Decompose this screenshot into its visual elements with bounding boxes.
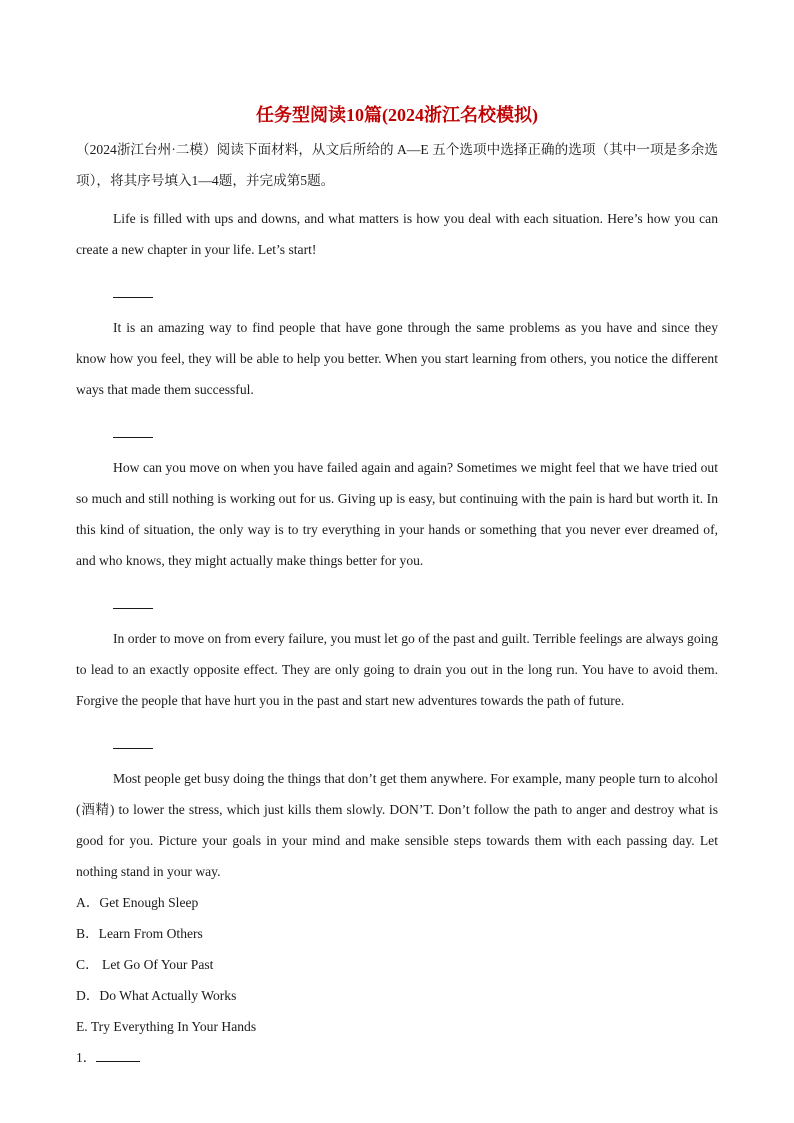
passage-paragraph-intro: Life is filled with ups and downs, and what matters is how you deal with each situation. Here’s how you can create a new chapter in your life. Let’s start! [76, 211, 718, 257]
heading-blank-2 [76, 421, 718, 452]
answer-blank[interactable] [96, 1045, 140, 1062]
option-e: E. Try Everything In Your Hands [76, 1019, 257, 1034]
passage-paragraph: How can you move on when you have failed again and again? Sometimes we might feel that we have tried out so much and still nothing is working out for us. Giving up is easy, but continuing with the pain is hard but worth it. In this kind of situation, the only way is to try everything in your hands or something that you never ever dreamed of, and who knows, they might actually make things better for you. [76, 460, 718, 568]
answer-label: 1． [76, 1050, 97, 1065]
blank-underline [113, 281, 153, 298]
heading-blank-4 [76, 732, 718, 763]
passage-paragraph: In order to move on from every failure, you must let go of the past and guilt. Terrible feelings are always going to lead to an exactly opposite effect. They are only going to drain you out in the long run. You have to avoid them. Forgive the people that have hurt you in the past and start new adventures towards the path of future. [76, 631, 718, 708]
document-page [76, 100, 718, 1073]
heading-blank-1 [76, 281, 718, 312]
option-d: D．Do What Actually Works [76, 988, 237, 1003]
answer-line-1 [76, 1042, 718, 1073]
blank-underline [113, 732, 153, 749]
document-title: 任务型阅读10篇(2024浙江名校模拟) [256, 105, 538, 125]
option-b: B．Learn From Others [76, 926, 203, 941]
option-a: A．Get Enough Sleep [76, 895, 199, 910]
heading-blank-3 [76, 592, 718, 623]
blank-underline [113, 421, 153, 438]
passage-paragraph: It is an amazing way to find people that have gone through the same problems as you have and since they know how you feel, they will be able to help you better. When you start learning from others, you notice the different ways that made them successful. [76, 320, 718, 397]
blank-underline [113, 592, 153, 609]
instructions: （2024浙江台州·二模）阅读下面材料，从文后所给的 A—E 五个选项中选择正确的选项（其中一项是多余选项），将其序号填入1—4题，并完成第5题。 [76, 142, 718, 188]
passage-paragraph: Most people get busy doing the things that don’t get them anywhere. For example, many people turn to alcohol (酒精) to lower the stress, which just kills them slowly. DON’T. Don’t follow the path to anger and destroy what is good for you. Picture your goals in your mind and make sensible steps towards them with each passing day. Let nothing stand in your way. [76, 771, 718, 879]
option-c: C． Let Go Of Your Past [76, 957, 214, 972]
